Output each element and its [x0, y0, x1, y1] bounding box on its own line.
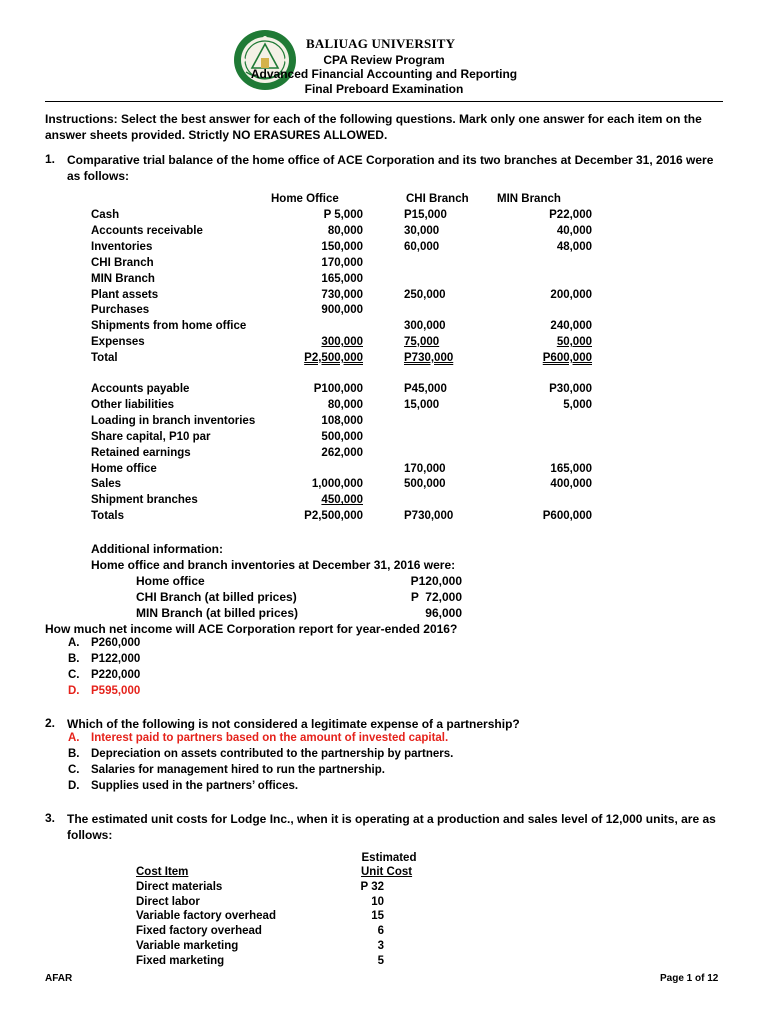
table-row-label: Cash — [91, 209, 120, 221]
additional-info-subtitle: Home office and branch inventories at December 31, 2016 were: — [91, 558, 456, 572]
table-cell-home-office: 900,000 — [321, 304, 363, 317]
table-row-label: Plant assets — [91, 288, 159, 301]
cost-header-item: Cost Item — [136, 866, 189, 878]
question-text: Comparative trial balance of the home office of ACE Corporation and its two branches at December 31, 2016 were as follows: — [67, 153, 714, 183]
cost-row-label: Fixed factory overhead — [136, 925, 262, 938]
inventory-label: CHI Branch (at billed prices) — [136, 590, 297, 604]
table-row-label: Other liabilities — [91, 398, 175, 411]
table-row-label: Sales — [91, 478, 122, 491]
inventory-label: Home office — [136, 574, 205, 588]
table-row-label: Inventories — [91, 240, 153, 253]
table-cell-chi-branch: 15,000 — [404, 398, 440, 411]
inventory-label: MIN Branch (at billed prices) — [136, 606, 299, 620]
table-cell-min-branch: 40,000 — [556, 224, 592, 237]
table-cell-home-office: 165,000 — [321, 272, 363, 285]
option-text: P122,000 — [91, 652, 141, 665]
footer-page-number: Page 1 of 12 — [660, 973, 719, 984]
table-cell-home-office: 262,000 — [321, 446, 363, 459]
question-number: 3. — [45, 811, 56, 825]
table-cell-min-branch: 50,000 — [556, 336, 592, 349]
inventory-value: 96,000 — [425, 606, 462, 620]
option-letter: C. — [68, 763, 80, 776]
instructions: Instructions: Select the best answer for each of the following questions. Mark only one answer for each item on the answer sheets provided. Strictly NO ERASURES ALLOWED. — [45, 112, 702, 142]
table-cell-min-branch: P600,000 — [542, 510, 592, 523]
cost-row-value: P 32 — [360, 881, 384, 893]
option-text: Depreciation on assets contributed to the partnership by partners. — [91, 747, 454, 760]
cost-row-value: 15 — [371, 910, 384, 923]
option-letter: D. — [68, 779, 80, 792]
table-cell-home-office: P2,500,000 — [304, 352, 363, 365]
cost-row-value: 5 — [377, 954, 384, 967]
column-header-min-branch: MIN Branch — [497, 193, 561, 205]
table-cell-chi-branch: 75,000 — [404, 336, 440, 349]
option-letter: C. — [68, 668, 80, 681]
inventory-value: P 72,000 — [410, 590, 462, 604]
option-text: P260,000 — [91, 637, 141, 649]
table-cell-min-branch: P30,000 — [549, 383, 592, 395]
table-row-label: Home office — [91, 462, 157, 475]
cost-header-estimated: Estimated — [361, 852, 417, 864]
option-text: Interest paid to partners based on the amount of invested capital. — [91, 732, 449, 744]
table-cell-chi-branch: 300,000 — [404, 320, 446, 333]
table-cell-min-branch: 240,000 — [550, 320, 592, 333]
table-cell-home-office: 150,000 — [321, 240, 363, 253]
subject-title: Advanced Financial Accounting and Reporting — [250, 67, 518, 81]
table-cell-home-office: 80,000 — [327, 224, 363, 237]
option-letter: B. — [68, 652, 80, 665]
option-text: Supplies used in the partners’ offices. — [91, 779, 299, 792]
table-cell-chi-branch: 250,000 — [404, 288, 446, 301]
table-row-label: Share capital, P10 par — [91, 430, 211, 443]
footer-course-code: AFAR — [45, 973, 73, 984]
cost-row-label: Variable marketing — [136, 939, 239, 952]
table-cell-chi-branch: P730,000 — [404, 510, 454, 523]
table-row-label: Total — [91, 352, 118, 365]
option-letter: A. — [68, 637, 80, 649]
cost-row-label: Direct labor — [136, 895, 200, 908]
table-row-label: Accounts receivable — [91, 224, 203, 237]
cost-row-value: 6 — [377, 925, 384, 938]
question-text: The estimated unit costs for Lodge Inc., when it is operating at a production and sales level of 12,000 units, are as follows: — [67, 812, 716, 842]
table-cell-home-office: 450,000 — [321, 494, 363, 507]
table-cell-home-office: 500,000 — [321, 430, 363, 443]
table-cell-chi-branch: P15,000 — [404, 209, 447, 221]
table-cell-min-branch: 400,000 — [550, 478, 592, 491]
cost-row-label: Variable factory overhead — [136, 910, 276, 923]
cost-row-value: 10 — [371, 895, 384, 908]
column-header-chi-branch: CHI Branch — [406, 193, 469, 205]
option-letter: D. — [68, 684, 80, 697]
table-row-label: CHI Branch — [91, 256, 154, 269]
table-cell-chi-branch: 170,000 — [404, 462, 446, 475]
option-letter: B. — [68, 747, 80, 760]
table-cell-home-office: 1,000,000 — [311, 478, 363, 491]
option-text: Salaries for management hired to run the partnership. — [91, 763, 385, 776]
table-row-label: Loading in branch inventories — [91, 414, 256, 427]
table-cell-min-branch: P600,000 — [542, 352, 592, 365]
cost-row-value: 3 — [377, 939, 384, 952]
inventory-value: P120,000 — [410, 574, 462, 588]
question-number: 1. — [45, 152, 56, 166]
cost-row-label: Fixed marketing — [136, 954, 225, 967]
table-cell-home-office: 300,000 — [321, 336, 363, 349]
option-letter: A. — [68, 732, 80, 744]
table-cell-home-office: P 5,000 — [323, 209, 363, 221]
table-cell-min-branch: 200,000 — [550, 288, 592, 301]
additional-info-title: Additional information: — [91, 542, 223, 556]
university-name: BALIUAG UNIVERSITY — [306, 36, 456, 51]
exam-title: Final Preboard Examination — [304, 82, 464, 96]
question-prompt: How much net income will ACE Corporation report for year-ended 2016? — [45, 622, 458, 636]
cost-row-label: Direct materials — [136, 881, 223, 893]
table-cell-chi-branch: P45,000 — [404, 383, 447, 395]
table-row-label: Purchases — [91, 304, 150, 317]
table-cell-chi-branch: 500,000 — [404, 478, 446, 491]
program-title: CPA Review Program — [323, 53, 445, 67]
table-row-label: Shipment branches — [91, 494, 198, 507]
table-cell-home-office: P2,500,000 — [304, 510, 363, 523]
question-number: 2. — [45, 716, 56, 730]
table-cell-chi-branch: 30,000 — [404, 224, 440, 237]
cost-header-unit-cost: Unit Cost — [361, 866, 413, 878]
option-text: P595,000 — [91, 684, 141, 697]
table-cell-chi-branch: P730,000 — [404, 352, 454, 365]
table-cell-chi-branch: 60,000 — [404, 240, 440, 253]
header-divider — [45, 101, 723, 102]
table-cell-home-office: 80,000 — [327, 398, 363, 411]
table-row-label: MIN Branch — [91, 272, 155, 285]
table-cell-home-office: 108,000 — [321, 414, 363, 427]
table-cell-home-office: 170,000 — [321, 256, 363, 269]
table-cell-min-branch: 165,000 — [550, 462, 592, 475]
question-text: Which of the following is not considered a legitimate expense of a partnership? — [67, 717, 520, 731]
table-row-label: Totals — [91, 510, 125, 523]
table-cell-min-branch: P22,000 — [549, 209, 592, 221]
table-row-label: Shipments from home office — [91, 320, 247, 333]
option-text: P220,000 — [91, 668, 141, 681]
table-row-label: Accounts payable — [91, 383, 190, 395]
table-row-label: Expenses — [91, 336, 145, 349]
table-cell-home-office: P100,000 — [313, 383, 363, 395]
table-row-label: Retained earnings — [91, 446, 191, 459]
column-header-home-office: Home Office — [271, 193, 339, 205]
table-cell-min-branch: 48,000 — [556, 240, 592, 253]
table-cell-home-office: 730,000 — [321, 288, 363, 301]
table-cell-min-branch: 5,000 — [563, 398, 592, 411]
